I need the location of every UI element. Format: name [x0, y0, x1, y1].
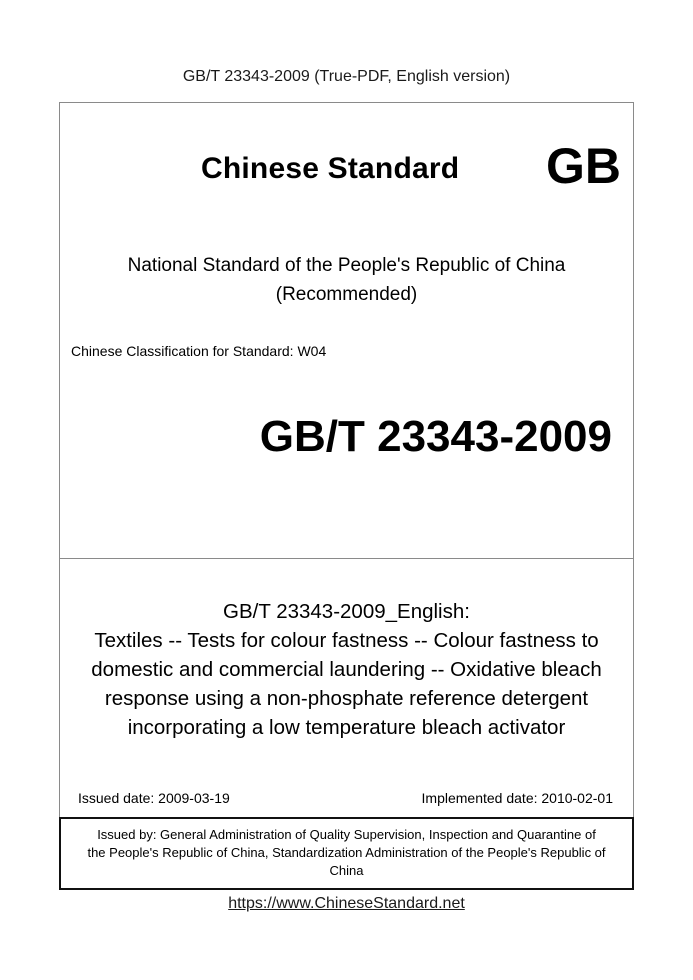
standard-title	[60, 597, 633, 742]
issued-date: Issued date: 2009-03-19	[78, 790, 230, 806]
implemented-date: Implemented date: 2010-02-01	[421, 790, 613, 806]
title-line: Textiles -- Tests for colour fastness -- Colour fastness to	[94, 629, 599, 652]
title-line: GB/T 23343-2009_English:	[223, 600, 470, 623]
standard-number: GB/T 23343-2009	[259, 412, 612, 461]
title-line: incorporating a low temperature bleach activator	[127, 716, 566, 739]
title-line: domestic and commercial laundering -- Oxidative bleach	[91, 658, 602, 681]
cover-top-section	[60, 103, 633, 559]
cover-title-section	[60, 559, 633, 817]
document-header: GB/T 23343-2009 (True-PDF, English version)	[182, 68, 511, 85]
issuer-line: the People's Republic of China, Standardization Administration of the People's Republic of	[87, 845, 606, 860]
recommended-line: (Recommended)	[275, 284, 418, 305]
cover-frame	[59, 102, 634, 818]
chinese-standard-heading: Chinese Standard	[201, 152, 460, 185]
national-standard-caption	[60, 251, 633, 309]
title-line: response using a non-phosphate reference detergent	[104, 687, 589, 710]
issuer-line: Issued by: General Administration of Quality Supervision, Inspection and Quarantine of	[97, 827, 596, 842]
classification-text: Chinese Classification for Standard: W04	[71, 343, 327, 359]
national-standard-line: National Standard of the People's Republic of China	[127, 255, 566, 276]
issuer-line: China	[329, 863, 364, 878]
issuer-box	[59, 817, 634, 890]
website-link[interactable]: https://www.ChineseStandard.net	[228, 895, 465, 912]
gb-mark: GB	[546, 138, 621, 194]
